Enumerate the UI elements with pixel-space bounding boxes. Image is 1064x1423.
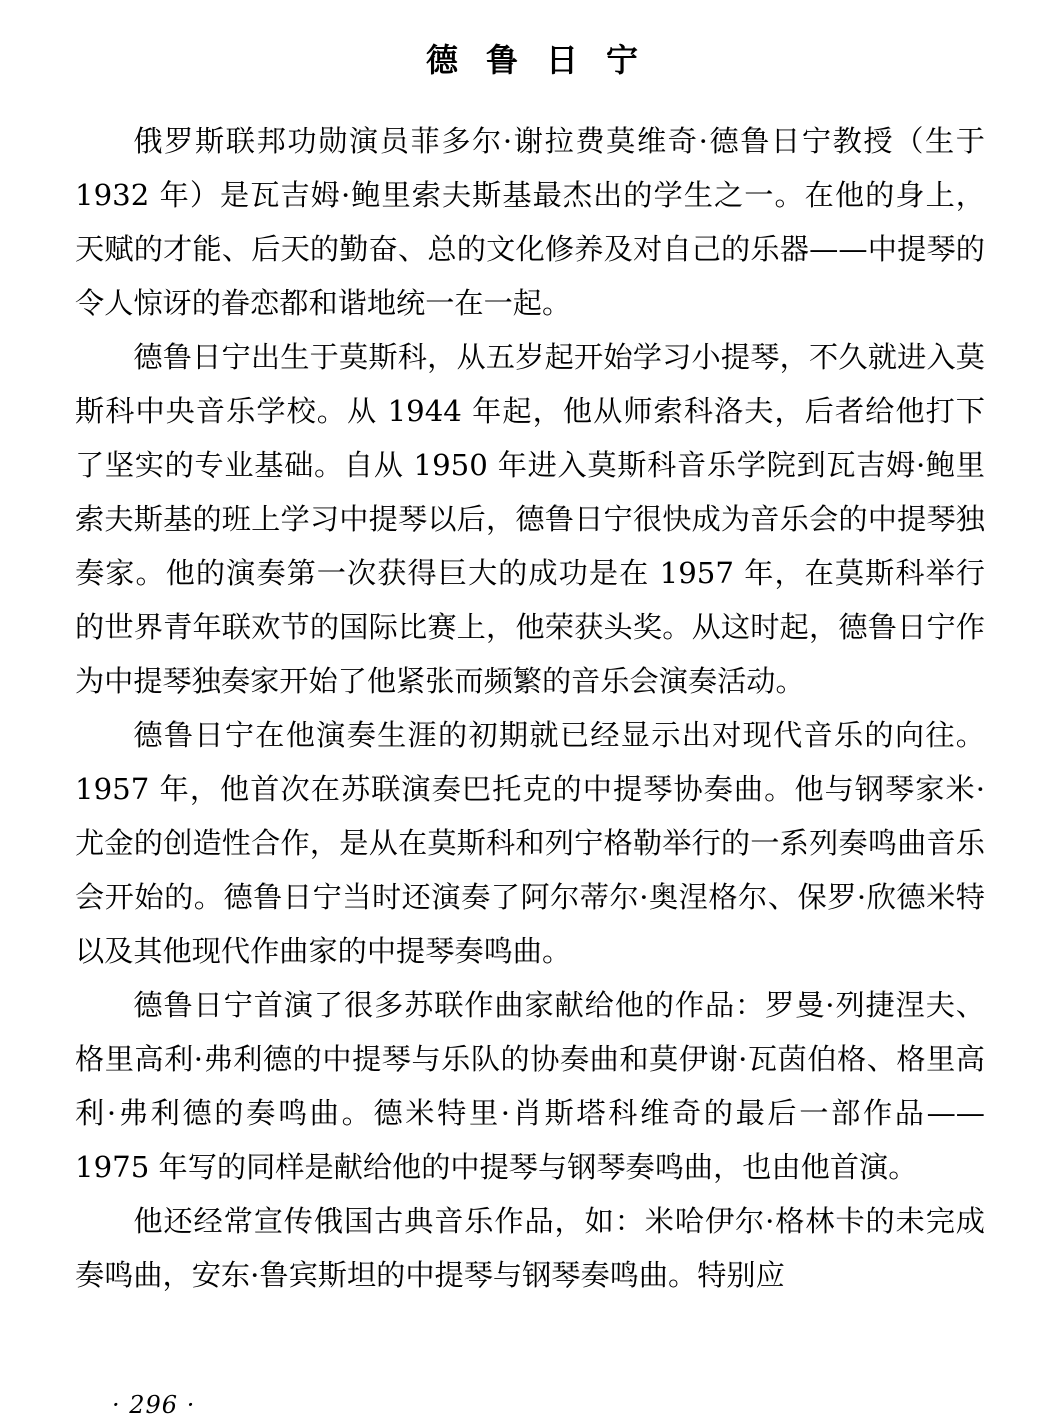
paragraph-3: 德鲁日宁在他演奏生涯的初期就已经显示出对现代音乐的向往。1957 年，他首次在苏联演奏巴托克的中提琴协奏曲。他与钢琴家米·尤金的创造性合作，是从在莫斯科和列宁格勒举行的一系列奏鸣曲音乐会开始的。德鲁日宁当时还演奏了阿尔蒂尔·奥涅格尔、保罗·欣德米特以及其他现代作曲家的中提琴奏鸣曲。: [75, 718, 985, 968]
paragraph-5: 他还经常宣传俄国古典音乐作品，如：米哈伊尔·格林卡的未完成奏鸣曲，安东·鲁宾斯坦的中提琴与钢琴奏鸣曲。特别应: [75, 1204, 985, 1292]
paragraph-4: 德鲁日宁首演了很多苏联作曲家献给他的作品：罗曼·列捷涅夫、格里高利·弗利德的中提琴与乐队的协奏曲和莫伊谢·瓦茵伯格、格里高利·弗利德的奏鸣曲。德米特里·肖斯塔科维奇的最后一部作品——1975 年写的同样是献给他的中提琴与钢琴奏鸣曲，也由他首演。: [75, 988, 985, 1184]
page-title: 德鲁日宁: [425, 41, 666, 79]
page-number: · 296 ·: [112, 1391, 196, 1419]
body-text: [75, 114, 985, 1302]
paragraph-2: 德鲁日宁出生于莫斯科，从五岁起开始学习小提琴，不久就进入莫斯科中央音乐学校。从 1944 年起，他从师索科洛夫，后者给他打下了坚实的专业基础。自从 1950 年进入莫斯科音乐学院到瓦吉姆·鲍里索夫斯基的班上学习中提琴以后，德鲁日宁很快成为音乐会的中提琴独奏家。他的演奏第一次获得巨大的成功是在 1957 年，在莫斯科举行的世界青年联欢节的国际比赛上，他荣获头奖。从这时起，德鲁日宁作为中提琴独奏家开始了他紧张而频繁的音乐会演奏活动。: [75, 340, 985, 698]
paragraph-1: 俄罗斯联邦功勋演员菲多尔·谢拉费莫维奇·德鲁日宁教授（生于 1932 年）是瓦吉姆·鲍里索夫斯基最杰出的学生之一。在他的身上，天赋的才能、后天的勤奋、总的文化修养及对自己的乐器——中提琴的令人惊讶的眷恋都和谐地统一在一起。: [75, 124, 985, 320]
